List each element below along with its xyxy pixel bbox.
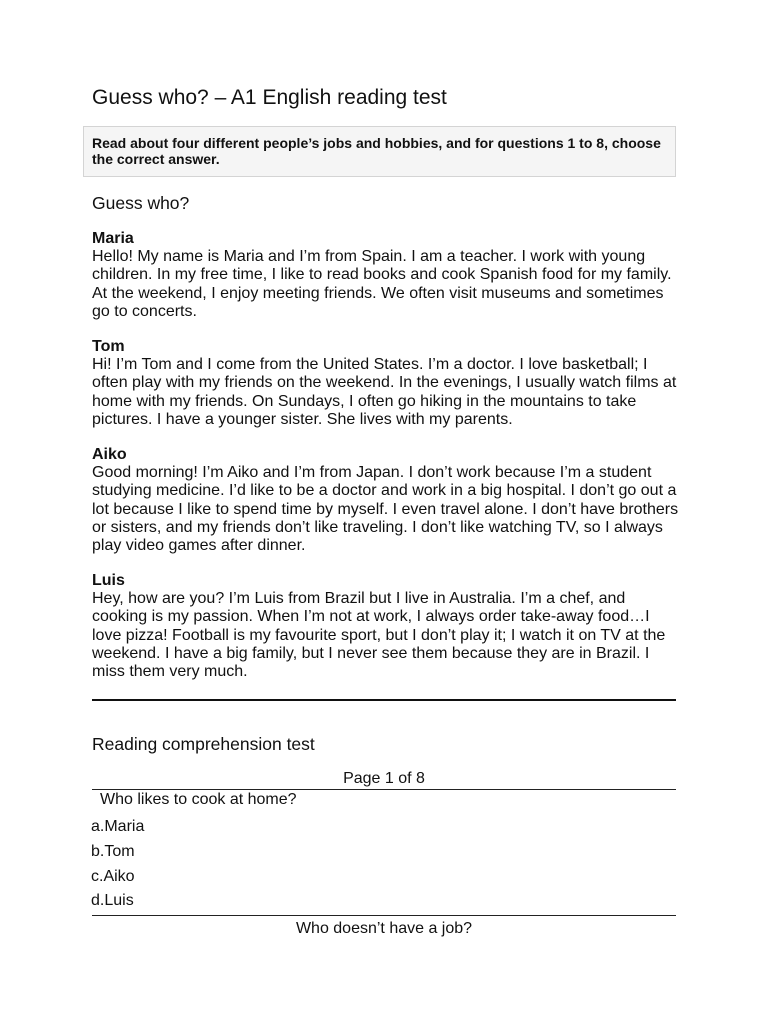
page-title: Guess who? – A1 English reading test [92,86,447,109]
person-luis [92,572,682,681]
question-1-text: Who likes to cook at home? [100,791,297,808]
person-maria [92,230,682,321]
page-indicator: Page 1 of 8 [343,770,425,787]
section-heading-test: Reading comprehension test [92,734,315,754]
person-description: Hi! I’m Tom and I come from the United States. I’m a doctor. I love basketball; I often play with my friends on the weekend. In the evenings, I usually watch films at home with my friends. On Sundays, I often go hiking in the mountains to take pictures. I have a younger sister. She lives with my parents. [92,356,677,428]
question-2-text: Who doesn’t have a job? [295,920,473,937]
person-description: Good morning! I’m Aiko and I’m from Japan. I don’t work because I’m a student studying medicine. I’d like to be a doctor and work in a big hospital. I don’t go out a lot because I like to spend time by myself. I even travel alone. I don’t have brothers or sisters, and my friends don’t like traveling. I don’t like watching TV, so I always play video games after dinner. [92,464,679,555]
instructions-box: Read about four different people’s jobs and hobbies, and for questions 1 to 8, choose the correct answer. [83,126,676,177]
person-name: Aiko [92,446,127,463]
question-divider [92,915,676,916]
answer-option-b[interactable]: b.Tom [91,843,135,860]
person-aiko [92,446,682,555]
person-description: Hello! My name is Maria and I’m from Spain. I am a teacher. I work with young children. In my free time, I like to read books and cook Spanish food for my family. At the weekend, I enjoy meeting friends. We often visit museums and sometimes go to concerts. [92,248,672,320]
section-divider [92,699,676,701]
person-description: Hey, how are you? I’m Luis from Brazil but I live in Australia. I’m a chef, and cooking is my passion. When I’m not at work, I always order take-away food…I love pizza! Football is my favourite sport, but I don’t play it; I watch it on TV at the weekend. I have a big family, but I never see them because they are in Brazil. I miss them very much. [92,590,666,681]
person-name: Maria [92,230,134,247]
answer-option-a[interactable]: a.Maria [91,818,145,835]
person-tom [92,338,682,429]
answer-option-d[interactable]: d.Luis [91,892,134,909]
question-divider [92,789,676,790]
person-name: Tom [92,338,125,355]
person-name: Luis [92,572,125,589]
answer-option-c[interactable]: c.Aiko [91,868,135,885]
section-heading-guess-who: Guess who? [92,193,190,213]
